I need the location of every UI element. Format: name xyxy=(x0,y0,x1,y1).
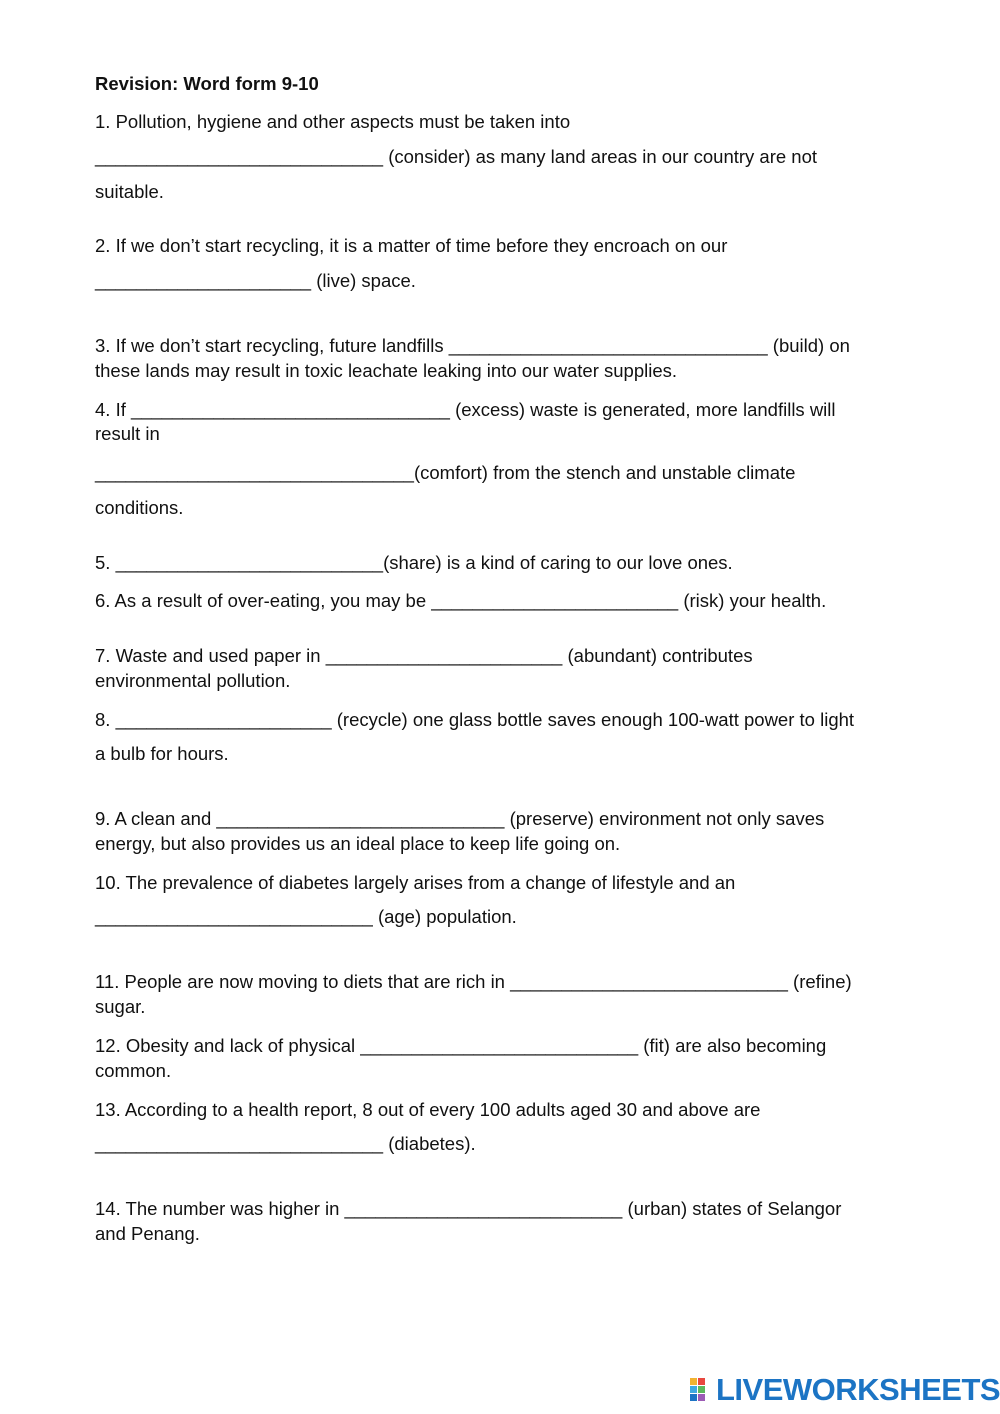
q13-line-1: 13. According to a health report, 8 out of every 100 adults aged 30 and above are xyxy=(95,1099,761,1120)
q7-line-1: 7. Waste and used paper in _______________________ (abundant) contributes xyxy=(95,645,753,666)
q2-line-2: _____________________ (live) space. xyxy=(95,270,416,291)
q3-line-1: 3. If we don’t start recycling, future landfills _______________________________ (build) on xyxy=(95,335,850,356)
q14-line-1: 14. The number was higher in ___________________________ (urban) states of Selangor xyxy=(95,1198,842,1219)
worksheet-title: Revision: Word form 9-10 xyxy=(95,73,319,94)
q12-line-2: common. xyxy=(95,1060,172,1081)
q10-line-2: ___________________________ (age) population. xyxy=(95,906,517,927)
q12-line-1: 12. Obesity and lack of physical ___________________________ (fit) are also becoming xyxy=(95,1035,827,1056)
q11-line-2: sugar. xyxy=(95,996,146,1017)
q11-line-1: 11. People are now moving to diets that are rich in ___________________________ (refine) xyxy=(95,971,852,992)
liveworksheets-mark-icon xyxy=(690,1376,714,1404)
q4-line-3: _______________________________(comfort) from the stench and unstable climate xyxy=(95,462,796,483)
q4-line-1: 4. If _______________________________ (excess) waste is generated, more landfills will xyxy=(95,399,836,420)
q9-line-1: 9. A clean and ____________________________ (preserve) environment not only saves xyxy=(95,808,825,829)
q1-line-3: suitable. xyxy=(95,181,164,202)
q4-line-2: result in xyxy=(95,423,160,444)
q5-line-1: 5. __________________________(share) is a kind of caring to our love ones. xyxy=(95,552,733,573)
liveworksheets-logo-text: LIVEWORKSHEETS xyxy=(716,1372,1000,1407)
q1-line-1: 1. Pollution, hygiene and other aspects must be taken into xyxy=(95,111,571,132)
q8-line-1: 8. _____________________ (recycle) one glass bottle saves enough 100-watt power to light xyxy=(95,709,855,730)
q14-line-2: and Penang. xyxy=(95,1223,200,1244)
q9-line-2: energy, but also provides us an ideal place to keep life going on. xyxy=(95,833,621,854)
q1-line-2: ____________________________ (consider) as many land areas in our country are not xyxy=(95,146,818,167)
q10-line-1: 10. The prevalence of diabetes largely arises from a change of lifestyle and an xyxy=(95,872,736,893)
q3-line-2: these lands may result in toxic leachate leaking into our water supplies. xyxy=(95,360,678,381)
q7-line-2: environmental pollution. xyxy=(95,670,291,691)
q6-line-1: 6. As a result of over-eating, you may be ________________________ (risk) your health. xyxy=(95,590,827,611)
q13-line-2: ____________________________ (diabetes). xyxy=(95,1133,476,1154)
q4-line-4: conditions. xyxy=(95,497,184,518)
liveworksheets-logo xyxy=(690,1374,1000,1406)
q2-line-1: 2. If we don’t start recycling, it is a matter of time before they encroach on our xyxy=(95,235,728,256)
q8-line-2: a bulb for hours. xyxy=(95,743,229,764)
